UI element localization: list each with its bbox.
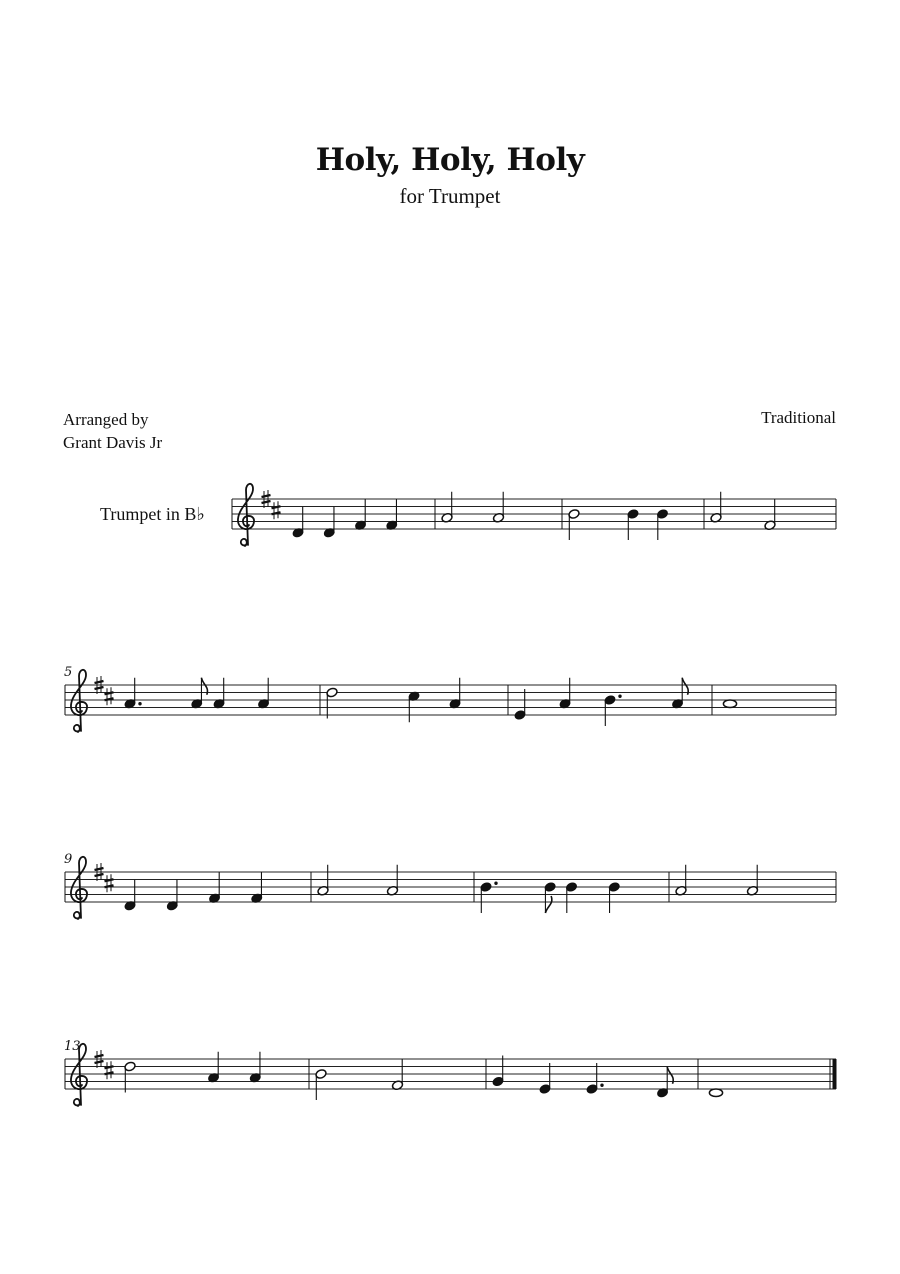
sharp-icon bbox=[95, 868, 104, 870]
note-flag bbox=[545, 896, 551, 913]
score-title: Holy, Holy, Holy bbox=[315, 142, 585, 178]
treble-clef-icon bbox=[71, 857, 87, 919]
score-subtitle: for Trumpet bbox=[399, 184, 501, 208]
treble-clef-icon bbox=[71, 670, 87, 732]
measure-number: 13 bbox=[64, 1039, 81, 1054]
notehead bbox=[709, 1089, 722, 1097]
augmentation-dot bbox=[138, 702, 141, 705]
treble-clef-icon bbox=[238, 484, 254, 546]
sharp-icon bbox=[262, 495, 271, 497]
composer-credit: Traditional bbox=[761, 408, 836, 427]
sharp-icon bbox=[95, 681, 104, 683]
instrument-label: Trumpet in B♭ bbox=[100, 504, 205, 524]
augmentation-dot bbox=[618, 695, 621, 698]
sharp-icon bbox=[95, 874, 104, 876]
arranger-label: Arranged by bbox=[63, 410, 149, 429]
sharp-icon bbox=[262, 501, 271, 503]
measure-number: 5 bbox=[64, 665, 73, 680]
arranger-name: Grant Davis Jr bbox=[63, 433, 163, 452]
augmentation-dot bbox=[600, 1084, 603, 1087]
notehead bbox=[723, 700, 736, 708]
measure-number: 9 bbox=[64, 852, 73, 867]
sharp-icon bbox=[95, 687, 104, 689]
augmentation-dot bbox=[494, 882, 497, 885]
sharp-icon bbox=[95, 1061, 104, 1063]
sharp-icon bbox=[95, 1055, 104, 1057]
